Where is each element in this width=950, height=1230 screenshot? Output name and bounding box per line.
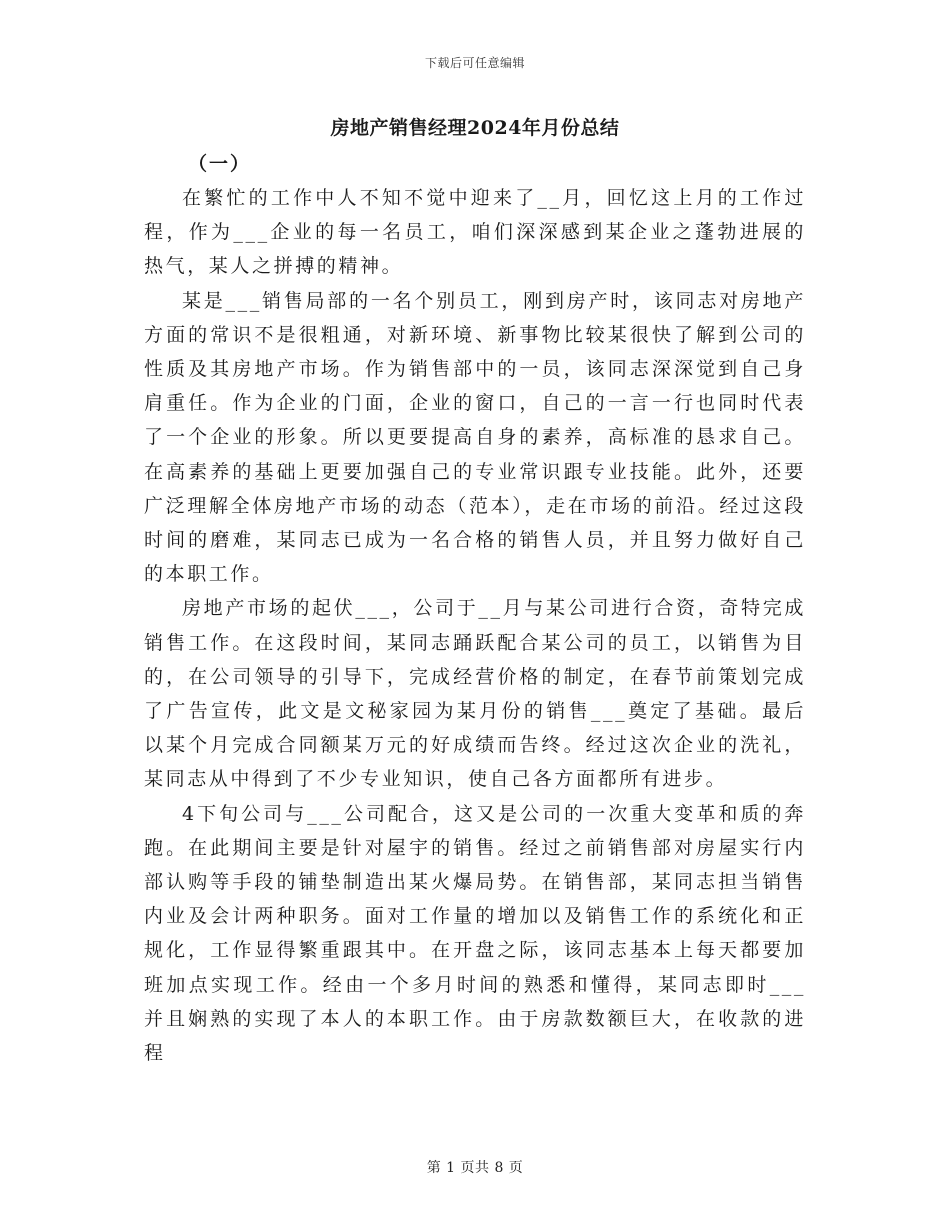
document-body	[144, 181, 806, 1070]
section-heading: （一）	[188, 153, 252, 175]
page-header-note: 下载后可任意编辑	[424, 56, 525, 70]
page-number: 第 1 页共 8 页	[426, 1160, 524, 1176]
paragraph-1: 在繁忙的工作中人不知不觉中迎来了__月，回忆这上月的工作过程，作为___企业的每一名员工，咱们深深感到某企业之蓬勃进展的热气，某人之拼搏的精神。	[144, 187, 806, 278]
paragraph-2: 某是___销售局部的一名个别员工，刚到房产时，该同志对房地产方面的常识不是很粗通，对新环境、新事物比较某很快了解到公司的性质及其房地产市场。作为销售部中的一员，该同志深深觉到自己身肩重任。作为企业的门面，企业的窗口，自己的一言一行也同时代表了一个企业的形象。所以更要提高自身的素养，高标准的恳求自己。在高素养的基础上更要加强自己的专业常识跟专业技能。此外，还要广泛理解全体房地产市场的动态（范本），走在市场的前沿。经过这段时间的磨难，某同志已成为一名合格的销售人员，并且努力做好自己的本职工作。	[144, 289, 806, 586]
document-title: 房地产销售经理2024年月份总结	[330, 117, 620, 139]
paragraph-4: 4下旬公司与___公司配合，这又是公司的一次重大变革和质的奔跑。在此期间主要是针对屋宇的销售。经过之前销售部对房屋实行内部认购等手段的铺垫制造出某火爆局势。在销售部，某同志担当销售内业及会计两种职务。面对工作量的增加以及销售工作的系统化和正规化，工作显得繁重跟其中。在开盘之际，该同志基本上每天都要加班加点实现工作。经由一个多月时间的熟悉和懂得，某同志即时___并且娴熟的实现了本人的本职工作。由于房款数额巨大，在收款的进程	[144, 802, 806, 1065]
paragraph-3: 房地产市场的起伏___，公司于__月与某公司进行合资，奇特完成销售工作。在这段时间，某同志踊跃配合某公司的员工，以销售为目的，在公司领导的引导下，完成经营价格的制定，在春节前策划完成了广告宣传，此文是文秘家园为某月份的销售___奠定了基础。最后以某个月完成合同额某万元的好成绩而告终。经过这次企业的洗礼，某同志从中得到了不少专业知识，使自己各方面都所有进步。	[144, 597, 806, 791]
